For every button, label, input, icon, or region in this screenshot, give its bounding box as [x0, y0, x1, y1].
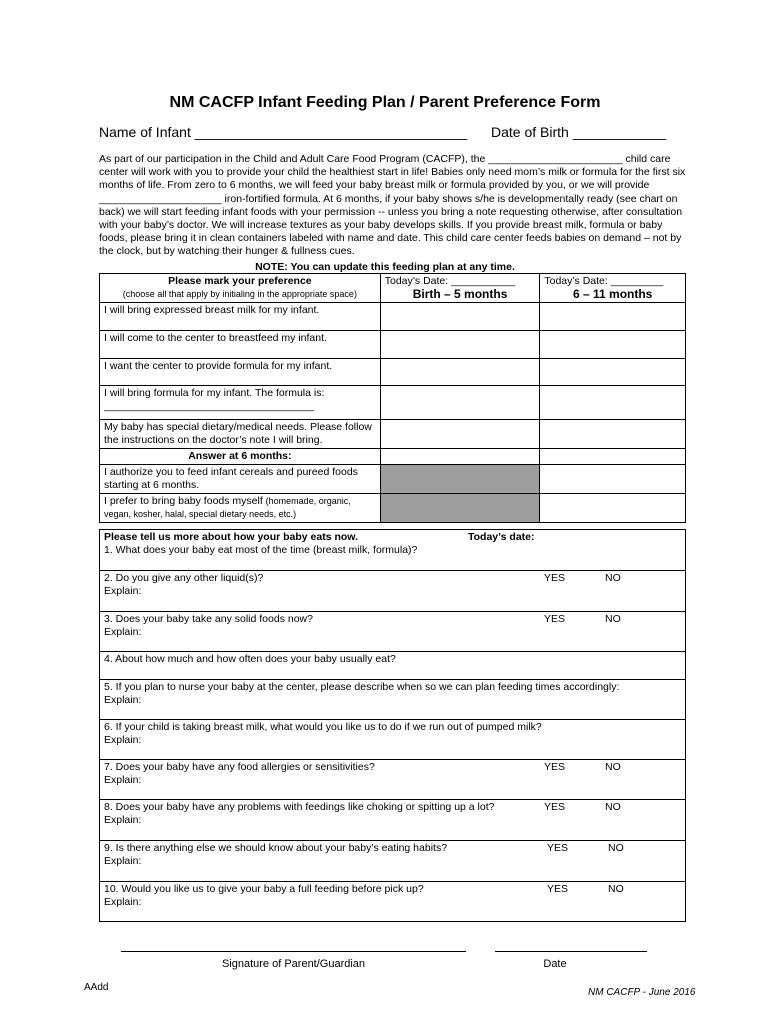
no-option[interactable]: NO	[605, 613, 621, 625]
question-cell[interactable]	[100, 571, 686, 612]
6-11-initial-cell[interactable]	[540, 449, 686, 465]
intro-text: As part of our participation in the Child and Adult Care Food Program (CACFP), the _______________________ child care center will work with you to provide your child the healthiest start in life! Babies only need mom’s milk or formula for the first six months of life. From zero to 6 months, we will feed your baby breast milk or formula provided by you, or we will provide _____________________ iron-fortified formula. At 6 months, if your baby shows s/he is developmentally ready (see chart on back) we will start feeding infant foods with your permission -- unless you bring a note requesting otherwise, after consultation with your baby’s doctor. We will increase textures as your baby develops skills. If you provide breast milk, formula or baby foods, please bring it in clean containers labeled with name and date. This child care center feeds babies on demand – not by the clock, but by watching their hunger & fullness cues.	[99, 153, 686, 258]
birth-5-initial-cell[interactable]	[380, 420, 540, 449]
yes-option[interactable]: YES	[544, 761, 566, 773]
shaded-cell	[380, 465, 540, 494]
question-cell[interactable]	[100, 680, 686, 720]
question-cell[interactable]	[100, 882, 686, 922]
intro-paragraph	[99, 153, 689, 259]
no-option[interactable]: NO	[608, 883, 624, 895]
explain-label: Explain:	[104, 694, 142, 706]
date-of-birth-field[interactable]: Date of Birth ____________	[491, 124, 667, 140]
yes-option[interactable]: YES	[547, 883, 569, 895]
preference-row-label: I will bring formula for my infant. The formula is: ____________________________________	[100, 386, 381, 420]
explain-label: Explain:	[104, 855, 142, 867]
preference-subheader: (choose all that apply by initialing in the appropriate space)	[122, 289, 357, 299]
question-1: 1. What does your baby eat most of the time (breast milk, formula)?	[104, 544, 418, 556]
birth-5-initial-cell[interactable]	[380, 303, 540, 331]
yes-option[interactable]: YES	[544, 801, 566, 813]
explain-label: Explain:	[104, 734, 142, 746]
question-cell[interactable]	[100, 652, 686, 680]
6-11-initial-cell[interactable]	[540, 494, 686, 523]
birth-5-initial-cell[interactable]	[380, 449, 540, 465]
preference-header-cell	[100, 274, 381, 303]
baby-food-examples: (homemade, organic, vegan, kosher, halal, special dietary needs, etc.)	[104, 496, 351, 519]
question-9: 9. Is there anything else we should know about your baby’s eating habits?	[104, 842, 448, 854]
preference-row-label: My baby has special dietary/medical needs. Please follow the instructions on the doctor’s note I will bring.	[100, 420, 381, 449]
no-option[interactable]: NO	[605, 801, 621, 813]
signature-label: Signature of Parent/Guardian	[221, 958, 366, 970]
question-6: 6. If your child is taking breast milk, what would you like us to do if we run out of pumped milk?	[104, 721, 542, 733]
question-cell[interactable]	[100, 612, 686, 652]
answer-at-6-months-header: Answer at 6 months:	[100, 449, 381, 465]
baby-food-label: I prefer to bring baby foods myself	[104, 495, 263, 507]
question-5: 5. If you plan to nurse your baby at the center, please describe when so we can plan feeding times accordingly:	[104, 681, 620, 693]
6-11-initial-cell[interactable]	[540, 303, 686, 331]
yes-option[interactable]: YES	[547, 842, 569, 854]
6-11-label: 6 – 11 months	[572, 287, 653, 301]
footer-text: NM CACFP - June 2016	[588, 987, 696, 998]
6-11-header-cell	[540, 274, 686, 303]
question-cell[interactable]	[100, 720, 686, 760]
6-11-initial-cell[interactable]	[540, 331, 686, 359]
questions-header: Please tell us more about how your baby eats now.	[104, 531, 359, 543]
no-option[interactable]: NO	[605, 761, 621, 773]
question-cell[interactable]	[100, 800, 686, 841]
no-option[interactable]: NO	[608, 842, 624, 854]
explain-label: Explain:	[104, 774, 142, 786]
question-cell[interactable]	[100, 760, 686, 800]
question-10: 10. Would you like us to give your baby a full feeding before pick up?	[104, 883, 424, 895]
birth-5-label: Birth – 5 months	[412, 287, 508, 301]
update-note: NOTE: You can update this feeding plan at any time.	[255, 261, 515, 273]
question-cell[interactable]	[100, 841, 686, 882]
questions-table	[99, 529, 686, 922]
yes-option[interactable]: YES	[544, 572, 566, 584]
shaded-cell	[380, 494, 540, 523]
6-11-initial-cell[interactable]	[540, 420, 686, 449]
preference-row-label: I want the center to provide formula for my infant.	[100, 359, 381, 386]
explain-label: Explain:	[104, 626, 142, 638]
preference-table	[99, 273, 686, 523]
preference-row-label: I will bring expressed breast milk for my infant.	[100, 303, 381, 331]
question-3: 3. Does your baby take any solid foods now?	[104, 613, 313, 625]
birth-5-initial-cell[interactable]	[380, 359, 540, 386]
preference-row-label: I will come to the center to breastfeed my infant.	[100, 331, 381, 359]
question-cell[interactable]	[100, 530, 686, 571]
form-title: NM CACFP Infant Feeding Plan / Parent Preference Form	[169, 94, 601, 111]
birth-5-header-cell	[380, 274, 540, 303]
6-11-initial-cell[interactable]	[540, 359, 686, 386]
6-11-date[interactable]: Today’s Date: _________	[544, 275, 664, 287]
preference-row-label	[100, 494, 381, 523]
no-option[interactable]: NO	[605, 572, 621, 584]
question-2: 2. Do you give any other liquid(s)?	[104, 572, 264, 584]
signature-line[interactable]	[121, 951, 466, 952]
date-line[interactable]	[495, 951, 647, 952]
questions-today-date: Today’s date:	[468, 531, 535, 543]
yes-option[interactable]: YES	[544, 613, 566, 625]
aadd-text: AAdd	[84, 982, 109, 993]
question-4: 4. About how much and how often does your baby usually eat?	[104, 653, 396, 665]
name-of-infant-field[interactable]: Name of Infant ___________________________________	[99, 124, 468, 140]
explain-label: Explain:	[104, 896, 142, 908]
explain-label: Explain:	[104, 585, 142, 597]
birth-5-initial-cell[interactable]	[380, 386, 540, 420]
6-11-initial-cell[interactable]	[540, 465, 686, 494]
explain-label: Explain:	[104, 814, 142, 826]
date-label: Date	[543, 958, 567, 970]
preference-header: Please mark your preference	[168, 275, 312, 287]
birth-5-date[interactable]: Today’s Date: ___________	[384, 275, 516, 287]
question-8: 8. Does your baby have any problems with feedings like choking or spitting up a lot?	[104, 801, 495, 813]
birth-5-initial-cell[interactable]	[380, 331, 540, 359]
6-11-initial-cell[interactable]	[540, 386, 686, 420]
preference-row-label: I authorize you to feed infant cereals and pureed foods starting at 6 months.	[100, 465, 381, 494]
question-7: 7. Does your baby have any food allergies or sensitivities?	[104, 761, 375, 773]
